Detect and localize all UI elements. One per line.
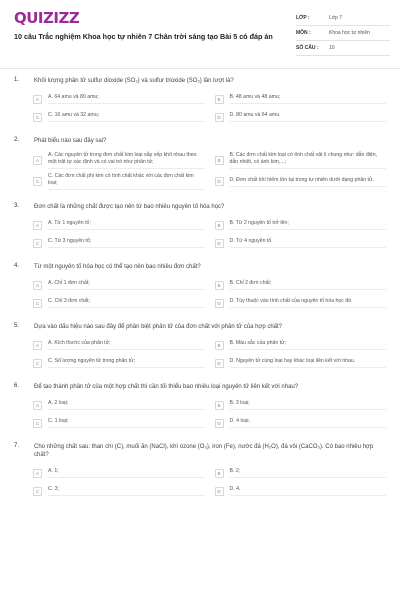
question-text: Cho những chất sau: than chì (C), muối ăn (NaCl), khí ozone (O₃), iron (Fe), nước đá (H₂O), đá vôi (CaCO₃). Có bao nhiêu hợp chất? [34, 444, 374, 458]
answer-option[interactable] [33, 484, 205, 498]
option-text: B. Chỉ 2 đơn chất; [230, 280, 387, 290]
option-letter-badge: A [33, 95, 42, 104]
option-text: C. 1 loại; [48, 418, 205, 428]
question-list [0, 77, 400, 511]
answer-option[interactable] [215, 398, 387, 412]
option-letter-badge: B [215, 95, 224, 104]
option-text: A. 2 loại; [48, 400, 205, 410]
answer-option[interactable] [215, 296, 387, 310]
option-text: D. Đơn chất khí hiếm tồn tại trong tự nhiên dưới dạng phân tử. [230, 177, 387, 187]
option-letter-badge: B [215, 281, 224, 290]
option-text: A. Các nguyên tử trong đơn chất kim loại sắp xếp khít nhau theo một trật tự xác định và có vai trò như phân tử; [48, 152, 205, 169]
option-text: A. 64 amu và 80 amu; [48, 94, 205, 104]
question-number: 3. [14, 203, 20, 209]
answer-option[interactable] [33, 173, 205, 190]
option-text: D. 4. [230, 486, 387, 496]
meta-row-subject [296, 26, 390, 41]
option-letter-badge: C [33, 359, 42, 368]
option-letter-badge: A [33, 221, 42, 230]
question-text: Phát biểu nào sau đây sai? [34, 138, 107, 144]
question-number: 2. [14, 137, 20, 143]
question-header [0, 323, 400, 331]
question-header [0, 77, 400, 85]
header-divider [0, 68, 400, 69]
question-number: 1. [14, 77, 20, 83]
option-text: B. Từ 2 nguyên tố trở lên; [230, 220, 387, 230]
question-block [0, 137, 400, 190]
option-text: C. Từ 3 nguyên tố; [48, 238, 205, 248]
option-letter-badge: C [33, 239, 42, 248]
meta-row-class [296, 11, 390, 26]
option-text: B. 2; [230, 468, 387, 478]
option-text: C. Số lượng nguyên tử trong phân tử; [48, 358, 205, 368]
question-text: Từ một nguyên tố hóa học có thể tạo nên bao nhiêu đơn chất? [34, 264, 201, 270]
answer-option[interactable] [215, 218, 387, 232]
answer-option[interactable] [33, 296, 205, 310]
answer-option[interactable] [33, 236, 205, 250]
answer-option[interactable] [215, 92, 387, 106]
answer-option[interactable] [215, 278, 387, 292]
option-letter-badge: B [215, 156, 224, 165]
question-block [0, 77, 400, 124]
option-letter-badge: A [33, 401, 42, 410]
question-block [0, 383, 400, 430]
question-block [0, 263, 400, 310]
meta-row-count [296, 41, 390, 56]
option-letter-badge: B [215, 469, 224, 478]
worksheet-meta [296, 11, 390, 56]
answer-option[interactable] [215, 484, 387, 498]
option-text: C. Các đơn chất phi kim có tính chất khác với các đơn chất kim loại; [48, 173, 205, 190]
question-text: Để tạo thành phân tử của một hợp chất thì cần tối thiểu bao nhiêu loại nguyên tử liên kết với nhau? [34, 384, 299, 390]
option-letter-badge: B [215, 341, 224, 350]
question-header [0, 383, 400, 391]
option-text: B. 48 amu và 48 amu; [230, 94, 387, 104]
meta-value: Lớp 7 [329, 15, 343, 21]
answer-option[interactable] [33, 92, 205, 106]
answer-option[interactable] [215, 152, 387, 169]
option-letter-badge: C [33, 113, 42, 122]
option-letter-badge: D [215, 299, 224, 308]
question-block [0, 323, 400, 370]
option-letter-badge: A [33, 281, 42, 290]
answer-option[interactable] [33, 356, 205, 370]
option-letter-badge: C [33, 177, 42, 186]
question-header [0, 443, 400, 459]
option-letter-badge: B [215, 221, 224, 230]
option-text: D. Tùy thuộc vào tính chất của nguyên tố hóa học đó. [230, 298, 387, 308]
answer-option[interactable] [33, 338, 205, 352]
option-text: A. Chỉ 1 đơn chất; [48, 280, 205, 290]
option-letter-badge: A [33, 341, 42, 350]
option-text: D. 4 loại. [230, 418, 387, 428]
answer-options [0, 152, 400, 190]
option-letter-badge: D [215, 487, 224, 496]
answer-option[interactable] [33, 278, 205, 292]
option-letter-badge: D [215, 419, 224, 428]
answer-option[interactable] [33, 218, 205, 232]
option-letter-badge: C [33, 487, 42, 496]
question-number: 7. [14, 443, 20, 449]
answer-option[interactable] [33, 416, 205, 430]
question-text: Khối lượng phân tử sulfur dioxide (SO₂) và sulfur trioxide (SO₃) lần lượt là? [34, 78, 234, 84]
option-text: A. 1; [48, 468, 205, 478]
answer-option[interactable] [215, 173, 387, 190]
answer-option[interactable] [215, 338, 387, 352]
answer-option[interactable] [215, 236, 387, 250]
question-number: 5. [14, 323, 20, 329]
answer-options [0, 92, 400, 124]
answer-options [0, 278, 400, 310]
question-header [0, 137, 400, 145]
option-text: B. Màu sắc của phân tử; [230, 340, 387, 350]
question-block [0, 203, 400, 250]
answer-option[interactable] [33, 110, 205, 124]
option-letter-badge: D [215, 359, 224, 368]
answer-option[interactable] [215, 416, 387, 430]
option-letter-badge: D [215, 177, 224, 186]
option-text: B. 3 loại; [230, 400, 387, 410]
option-letter-badge: B [215, 401, 224, 410]
answer-options [0, 466, 400, 498]
option-text: D. 80 amu và 64 amu. [230, 112, 387, 122]
question-text: Dựa vào dấu hiệu nào sau đây để phân biệt phân tử của đơn chất với phân tử của hợp chất? [34, 324, 283, 330]
option-letter-badge: A [33, 156, 42, 165]
answer-option[interactable] [33, 152, 205, 169]
meta-key: SỐ CÂU : [296, 45, 319, 51]
option-text: C. 3; [48, 486, 205, 496]
worksheet-title: 10 câu Trắc nghiệm Khoa học tự nhiên 7 Chân trời sáng tạo Bài 5 có đáp án [14, 32, 273, 41]
option-letter-badge: C [33, 299, 42, 308]
answer-options [0, 218, 400, 250]
question-block [0, 443, 400, 498]
answer-option[interactable] [215, 466, 387, 480]
answer-option[interactable] [215, 110, 387, 124]
answer-option[interactable] [33, 466, 205, 480]
question-number: 6. [14, 383, 20, 389]
answer-options [0, 338, 400, 370]
option-text: A. Từ 1 nguyên tố; [48, 220, 205, 230]
option-letter-badge: C [33, 419, 42, 428]
option-text: D. Nguyên tử cùng loại hay khác loại liên kết với nhau. [230, 358, 387, 368]
question-text: Đơn chất là những chất được tạo nên từ bao nhiêu nguyên tố hóa học? [34, 204, 225, 210]
question-header [0, 203, 400, 211]
meta-value: 10 [329, 45, 335, 51]
option-letter-badge: A [33, 469, 42, 478]
answer-option[interactable] [215, 356, 387, 370]
option-text: B. Các đơn chất kim loại có tính chất vật lí chung như: dẫn điện, dẫn nhiệt, có ánh kim,...; [230, 152, 387, 169]
option-letter-badge: D [215, 113, 224, 122]
worksheet-header [0, 0, 400, 66]
option-text: D. Từ 4 nguyên tố. [230, 238, 387, 248]
option-text: C. Chỉ 3 đơn chất; [48, 298, 205, 308]
question-number: 4. [14, 263, 20, 269]
option-text: A. Kích thước của phân tử; [48, 340, 205, 350]
answer-option[interactable] [33, 398, 205, 412]
quizizz-logo: QUIZIZZ [14, 9, 80, 27]
answer-options [0, 398, 400, 430]
option-letter-badge: D [215, 239, 224, 248]
meta-value: Khoa học tự nhiên [329, 30, 370, 36]
meta-key: MÔN : [296, 30, 311, 36]
option-text: C. 16 amu và 32 amu; [48, 112, 205, 122]
meta-key: LỚP : [296, 15, 310, 21]
question-header [0, 263, 400, 271]
